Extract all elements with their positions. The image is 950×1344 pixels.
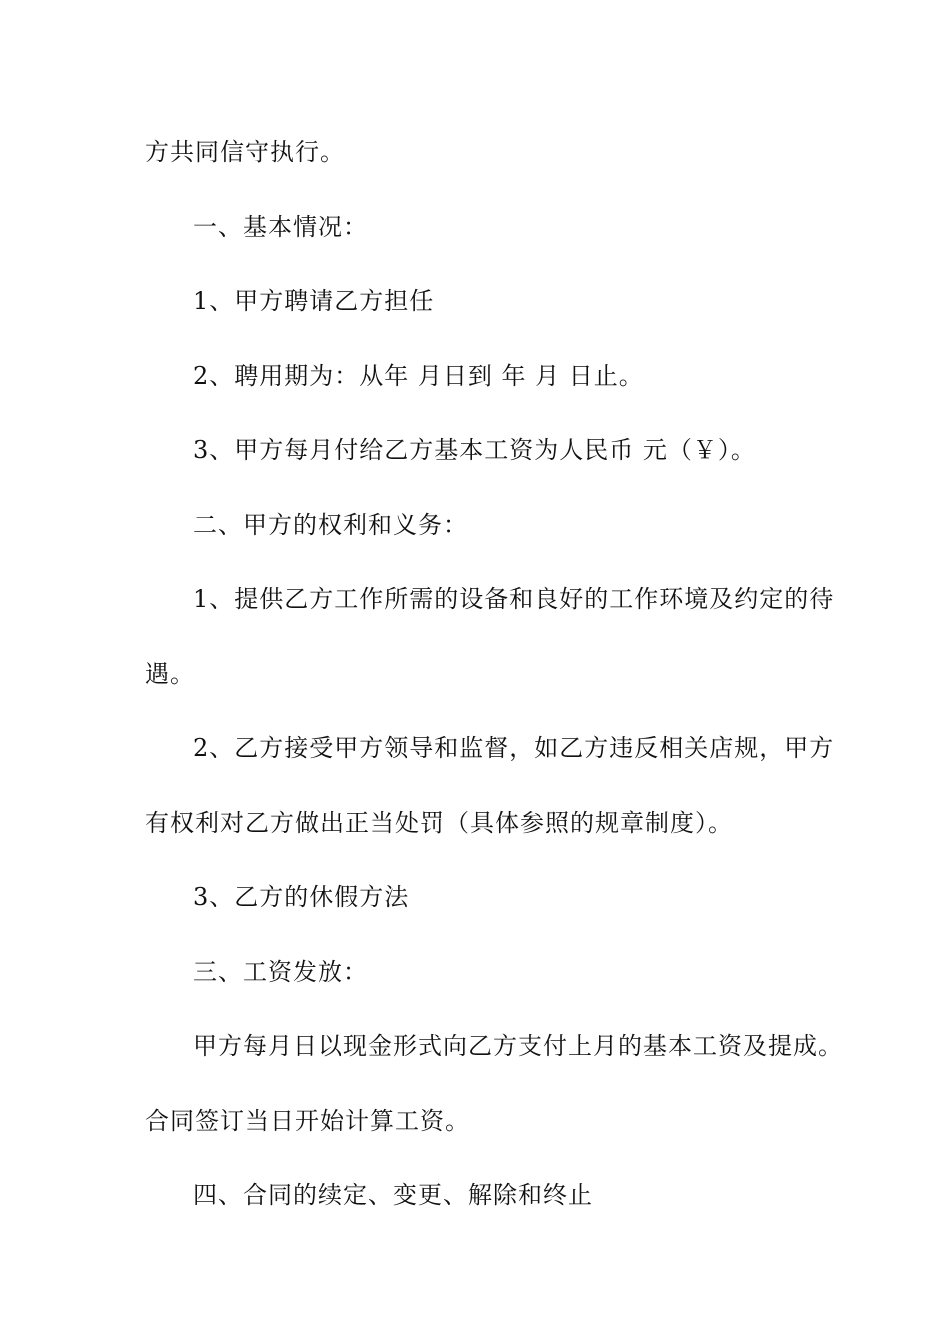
clause-3-continuation: 合同签订当日开始计算工资。: [145, 1107, 470, 1135]
section-heading-1: 一、基本情况：: [193, 213, 368, 241]
section-heading-2: 二、甲方的权利和义务：: [193, 511, 468, 539]
clause-2-3: 3、乙方的休假方法: [193, 883, 410, 911]
clause-2-1: 1、提供乙方工作所需的设备和良好的工作环境及约定的待: [193, 585, 835, 613]
text-line-continuation: 方共同信守执行。: [145, 138, 345, 166]
clause-2-2: 2、乙方接受甲方领导和监督，如乙方违反相关店规，甲方: [193, 734, 835, 762]
section-heading-4: 四、合同的续定、变更、解除和终止: [193, 1181, 593, 1209]
clause-1-1: 1、甲方聘请乙方担任: [193, 287, 435, 315]
clause-2-2-continuation: 有权利对乙方做出正当处罚（具体参照的规章制度）。: [145, 809, 733, 837]
section-heading-3: 三、工资发放：: [193, 958, 368, 986]
clause-1-3: 3、甲方每月付给乙方基本工资为人民币 元（￥）。: [193, 436, 756, 464]
clause-2-1-continuation: 遇。: [145, 660, 195, 688]
clause-3-paragraph: 甲方每月日以现金形式向乙方支付上月的基本工资及提成。: [193, 1032, 843, 1060]
clause-1-2: 2、聘用期为：从年 月日到 年 月 日止。: [193, 362, 644, 390]
